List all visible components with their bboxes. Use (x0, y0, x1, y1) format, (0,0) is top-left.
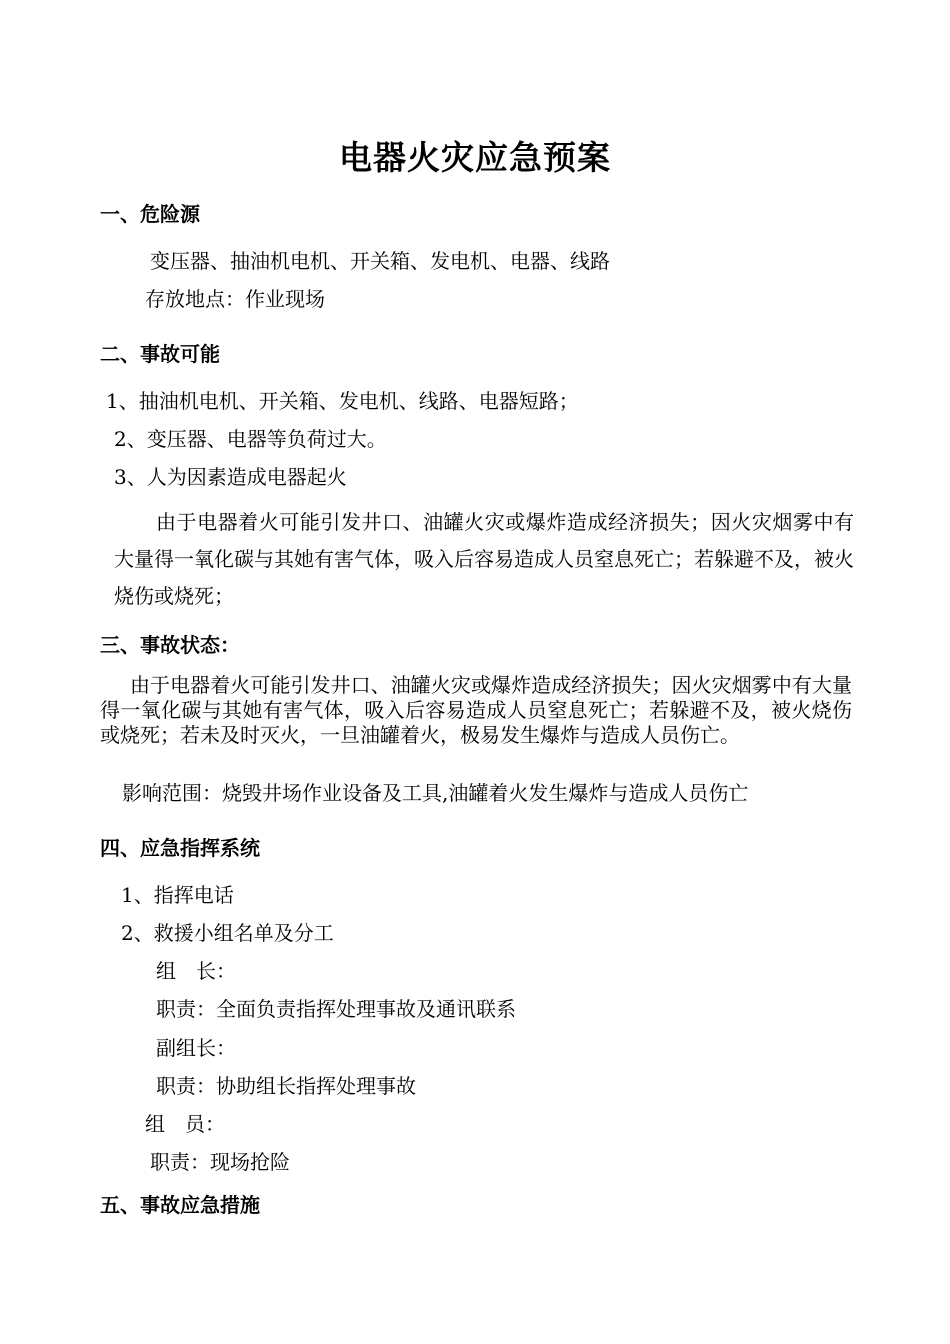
hazard-items: 变压器、抽油机电机、开关箱、发电机、电器、线路 (150, 249, 610, 273)
team-member-label: 组 员： (145, 1112, 225, 1136)
section-heading-status: 三、事故状态： (100, 633, 240, 657)
command-item-2: 2、救援小组名单及分工 (121, 921, 334, 945)
team-leader-label: 组 长： (156, 959, 236, 983)
section-heading-hazard: 一、危险源 (100, 202, 200, 226)
possibility-item-1: 1、抽油机电机、开关箱、发电机、线路、电器短路； (106, 389, 579, 413)
hazard-location: 存放地点：作业现场 (145, 287, 325, 311)
team-leader-duty: 职责：全面负责指挥处理事故及通讯联系 (156, 997, 516, 1021)
deputy-leader-duty: 职责：协助组长指挥处理事故 (156, 1074, 416, 1098)
possibility-item-3: 3、人为因素造成电器起火 (114, 465, 347, 489)
status-paragraph: 由于电器着火可能引发井口、油罐火灾或爆炸造成经济损失；因火灾烟雾中有大量得一氧化碳与其她有害气体，吸入后容易造成人员窒息死亡；若躲避不及，被火烧伤或烧死；若未及时灭火，一旦油罐着火，极易发生爆炸与造成人员伤亡。 (100, 673, 852, 747)
section-heading-possibility: 二、事故可能 (100, 342, 220, 366)
deputy-leader-label: 副组长： (156, 1036, 236, 1060)
section-heading-command: 四、应急指挥系统 (100, 836, 260, 860)
status-impact: 影响范围：烧毁井场作业设备及工具,油罐着火发生爆炸与造成人员伤亡 (122, 781, 749, 805)
possibility-paragraph: 由于电器着火可能引发井口、油罐火灾或爆炸造成经济损失；因火灾烟雾中有大量得一氧化碳与其她有害气体，吸入后容易造成人员窒息死亡；若躲避不及，被火烧伤或烧死； (114, 510, 854, 608)
possibility-item-2: 2、变压器、电器等负荷过大。 (114, 427, 387, 451)
section-heading-measures: 五、事故应急措施 (100, 1193, 260, 1217)
document-title: 电器火灾应急预案 (339, 138, 611, 177)
command-item-1: 1、指挥电话 (121, 883, 234, 907)
team-member-duty: 职责：现场抢险 (150, 1150, 290, 1174)
